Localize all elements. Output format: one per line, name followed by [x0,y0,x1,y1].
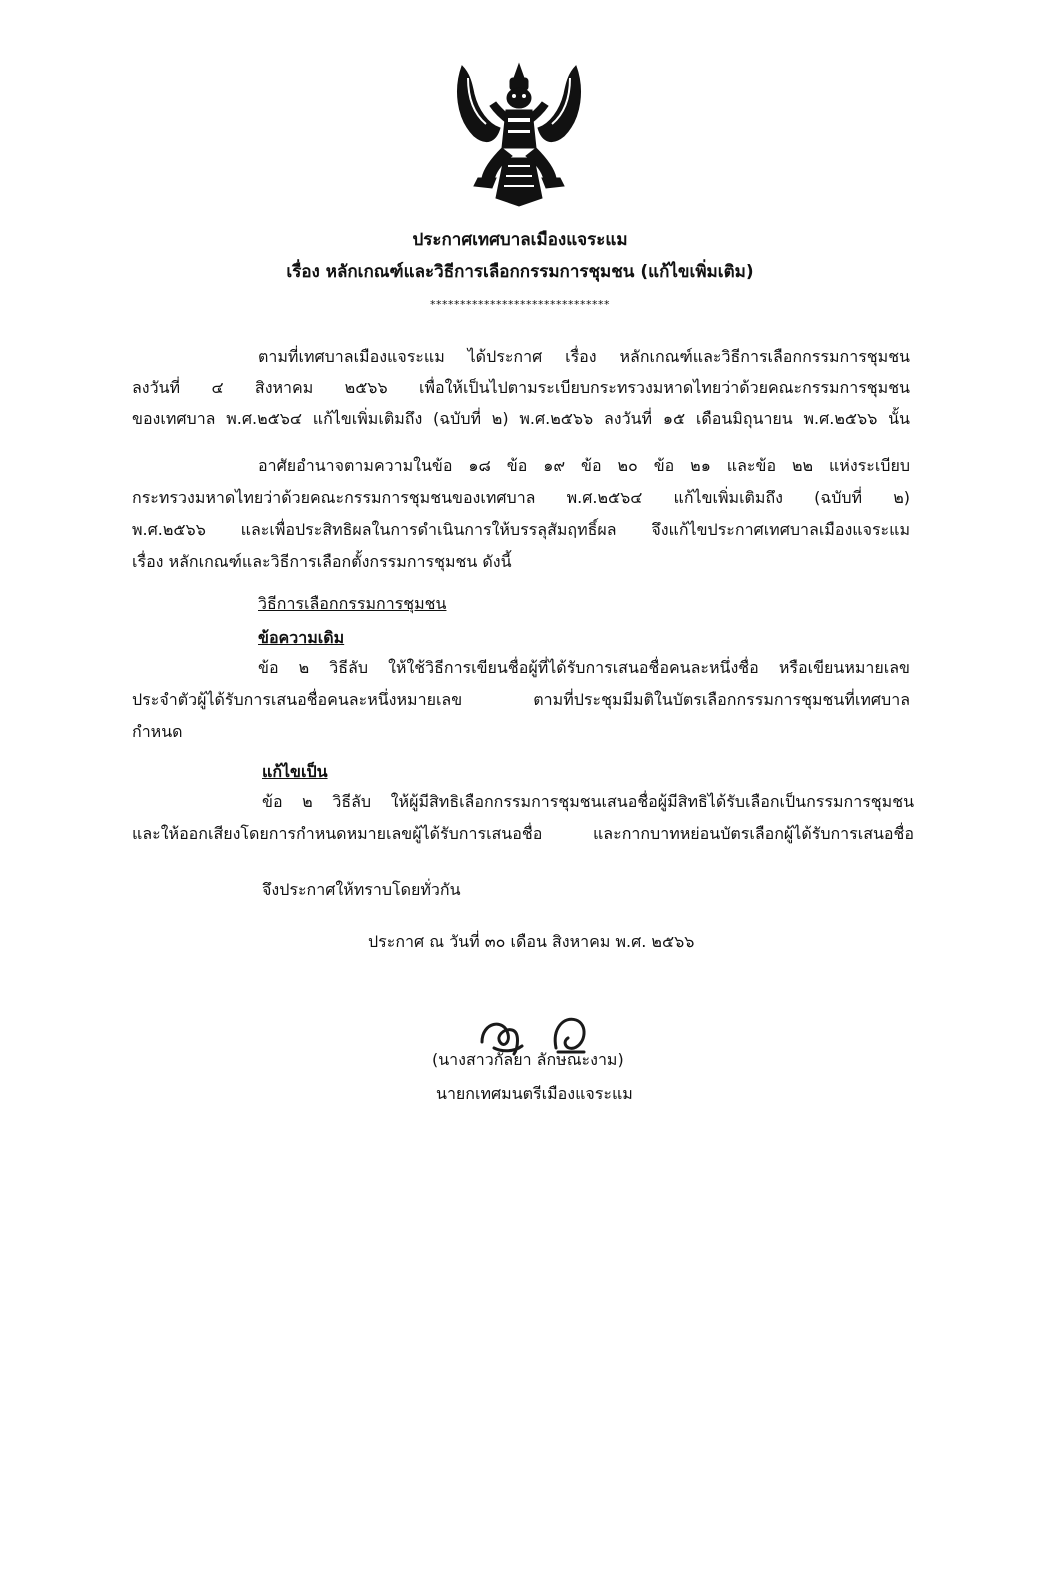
amended-line-2: และให้ออกเสียงโดยการกำหนดหมายเลขผู้ได้รับการเสนอชื่อ และกากบาทหย่อนบัตรเลือกผู้ได้รับการเสนอชื่อ [132,824,914,843]
announcement-date: ประกาศ ณ วันที่ ๓๐ เดือน สิงหาคม พ.ศ. ๒๕๖๖ [368,932,695,951]
para1-line-3: ของเทศบาล พ.ศ.๒๕๖๔ แก้ไขเพิ่มเติมถึง (ฉบับที่ ๒) พ.ศ.๒๕๖๖ ลงวันที่ ๑๕ เดือนมิถุนายน พ.ศ.๒๕๖๖ นั้น [132,409,910,428]
garuda-emblem-icon [452,58,586,208]
para2-line-2: กระทรวงมหาดไทยว่าด้วยคณะกรรมการชุมชนของเทศบาล พ.ศ.๒๕๖๔ แก้ไขเพิ่มเติมถึง (ฉบับที่ ๒) [132,488,910,507]
signatory-position: นายกเทศมนตรีเมืองแจระแม [436,1084,633,1103]
signatory-name: (นางสาวกัลยา ลักษณะงาม) [432,1050,624,1069]
para1-line-1: ตามที่เทศบาลเมืองแจระแม ได้ประกาศ เรื่อง หลักเกณฑ์และวิธีการเลือกกรรมการชุมชน [258,347,910,366]
amended-label: แก้ไขเป็น [262,762,328,781]
para2-line-4: เรื่อง หลักเกณฑ์และวิธีการเลือกตั้งกรรมการชุมชน ดังนี้ [132,552,512,571]
para2-line-1: อาศัยอำนาจตามความในข้อ ๑๘ ข้อ ๑๙ ข้อ ๒๐ ข้อ ๒๑ และข้อ ๒๒ แห่งระเบียบ [258,456,910,475]
original-label: ข้อความเดิม [258,628,345,647]
para1-line-2: ลงวันที่ ๔ สิงหาคม ๒๕๖๖ เพื่อให้เป็นไปตามระเบียบกระทรวงมหาดไทยว่าด้วยคณะกรรมการชุมชน [132,378,910,397]
announcement-subject: เรื่อง หลักเกณฑ์และวิธีการเลือกกรรมการชุมชน (แก้ไขเพิ่มเติม) [286,262,754,282]
section-heading: วิธีการเลือกกรรมการชุมชน [258,594,447,613]
closing-statement: จึงประกาศให้ทราบโดยทั่วกัน [262,880,461,899]
original-line-3: กำหนด [132,722,183,741]
amended-line-1: ข้อ ๒ วิธีลับ ให้ผู้มีสิทธิเลือกกรรมการชุมชนเสนอชื่อผู้มีสิทธิได้รับเลือกเป็นกรรมการชุมชน [262,792,914,811]
original-line-2: ประจำตัวผู้ได้รับการเสนอชื่อคนละหนึ่งหมายเลข ตามที่ประชุมมีมติในบัตรเลือกกรรมการชุมชนที่เทศบาล [132,690,910,709]
original-line-1: ข้อ ๒ วิธีลับ ให้ใช้วิธีการเขียนชื่อผู้ที่ได้รับการเสนอชื่อคนละหนึ่งชื่อ หรือเขียนหมายเลข [258,658,910,677]
para2-line-3: พ.ศ.๒๕๖๖ และเพื่อประสิทธิผลในการดำเนินการให้บรรลุสัมฤทธิ์ผล จึงแก้ไขประกาศเทศบาลเมืองแจระแม [132,520,910,539]
separator: ****************************** [430,298,610,311]
announcement-title: ประกาศเทศบาลเมืองแจระแม [412,230,628,250]
